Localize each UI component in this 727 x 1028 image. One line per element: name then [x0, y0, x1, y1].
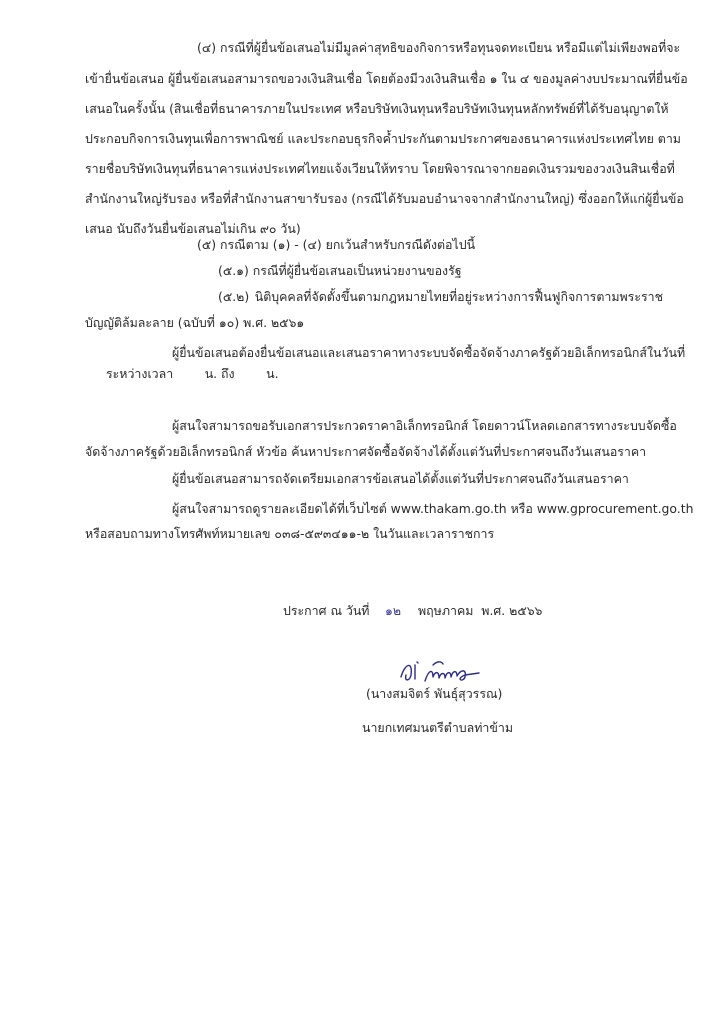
info-line: ผู้สนใจสามารถดูรายละเอียดได้ที่เว็บไซต์ www.thakam.go.th หรือ www.gprocurement.go.th	[172, 501, 694, 516]
paragraph-line: เข้ายื่นข้อเสนอ ผู้ยื่นข้อเสนอสามารถขอวงเงินสินเชื่อ โดยต้องมีวงเงินสินเชื่อ ๑ ใน ๔ ของมูลค่างบประมาณที่ยื่นข้อ	[85, 71, 688, 86]
info-line: จัดจ้างภาครัฐด้วยอิเล็กทรอนิกส์ หัวข้อ ค้นหาประกาศจัดซื้อจัดจ้างได้ตั้งแต่วันที่ประกาศจนถึงวันเสนอราคา	[85, 444, 647, 459]
info-line: หรือสอบถามทางโทรศัพท์หมายเลข ๐๓๘-๕๙๓๔๑๑-๒ ในวันและเวลาราชการ	[85, 526, 495, 541]
paragraph-line: เสนอในครั้งนั้น (สินเชื่อที่ธนาคารภายในประเทศ หรือบริษัทเงินทุนหรือบริษัทเงินทุนหลักทรัพย์ที่ได้รับอนุญาตให้	[85, 101, 669, 116]
announcement-month-year: พฤษภาคม พ.ศ. ๒๕๖๖	[418, 603, 543, 618]
info-line: ผู้สนใจสามารถขอรับเอกสารประกวดราคาอิเล็กทรอนิกส์ โดยดาวน์โหลดเอกสารทางระบบจัดซื้อ	[172, 418, 677, 433]
paragraph-line: (๔) กรณีที่ผู้ยื่นข้อเสนอไม่มีมูลค่าสุทธิของกิจการหรือทุนจดทะเบียน หรือมีแต่ไม่เพียงพอที่จะ	[197, 40, 681, 55]
handwritten-signature	[395, 655, 485, 689]
paragraph-line: ประกอบกิจการเงินทุนเพื่อการพาณิชย์ และประกอบธุรกิจค้ำประกันตามประกาศของธนาคารแห่งประเทศไทย ตาม	[85, 131, 681, 146]
signatory-name: (นางสมจิตร์ พันธุ์สุวรรณ)	[366, 686, 503, 701]
section-5-item-2-cont: บัญญัติล้มละลาย (ฉบับที่ ๑๐) พ.ศ. ๒๕๖๑	[85, 315, 305, 330]
info-line: ผู้ยื่นข้อเสนอสามารถจัดเตรียมเอกสารข้อเสนอได้ตั้งแต่วันที่ประกาศจนถึงวันเสนอราคา	[172, 471, 629, 486]
announcement-day: ๑๒	[385, 603, 402, 618]
section-5-item-2: (๕.๒) นิติบุคคลที่จัดตั้งขึ้นตามกฎหมายไทยที่อยู่ระหว่างการฟื้นฟูกิจการตามพระราช	[218, 289, 663, 304]
submission-time: ระหว่างเวลา น. ถึง น.	[106, 366, 279, 381]
paragraph-line: สำนักงานใหญ่รับรอง หรือที่สำนักงานสาขารับรอง (กรณีได้รับมอบอำนาจจากสำนักงานใหญ่) ซึ่งออกให้แก่ผู้ยื่นข้อ	[85, 191, 684, 206]
announcement-prefix: ประกาศ ณ วันที่	[283, 603, 370, 618]
section-5-intro: (๕) กรณีตาม (๑) - (๔) ยกเว้นสำหรับกรณีดังต่อไปนี้	[197, 237, 476, 252]
signatory-title: นายกเทศมนตรีตำบลท่าข้าม	[362, 720, 513, 735]
submission-line: ผู้ยื่นข้อเสนอต้องยื่นข้อเสนอและเสนอราคาทางระบบจัดซื้อจัดจ้างภาครัฐด้วยอิเล็กทรอนิกส์ในวันที่	[172, 345, 686, 360]
paragraph-line: รายชื่อบริษัทเงินทุนที่ธนาคารแห่งประเทศไทยแจ้งเวียนให้ทราบ โดยพิจารณาจากยอดเงินรวมของวงเงินสินเชื่อที่	[85, 161, 675, 176]
section-5-item-1: (๕.๑) กรณีที่ผู้ยื่นข้อเสนอเป็นหน่วยงานของรัฐ	[218, 263, 462, 278]
paragraph-line: เสนอ นับถึงวันยื่นข้อเสนอไม่เกิน ๙๐ วัน)	[85, 221, 301, 236]
